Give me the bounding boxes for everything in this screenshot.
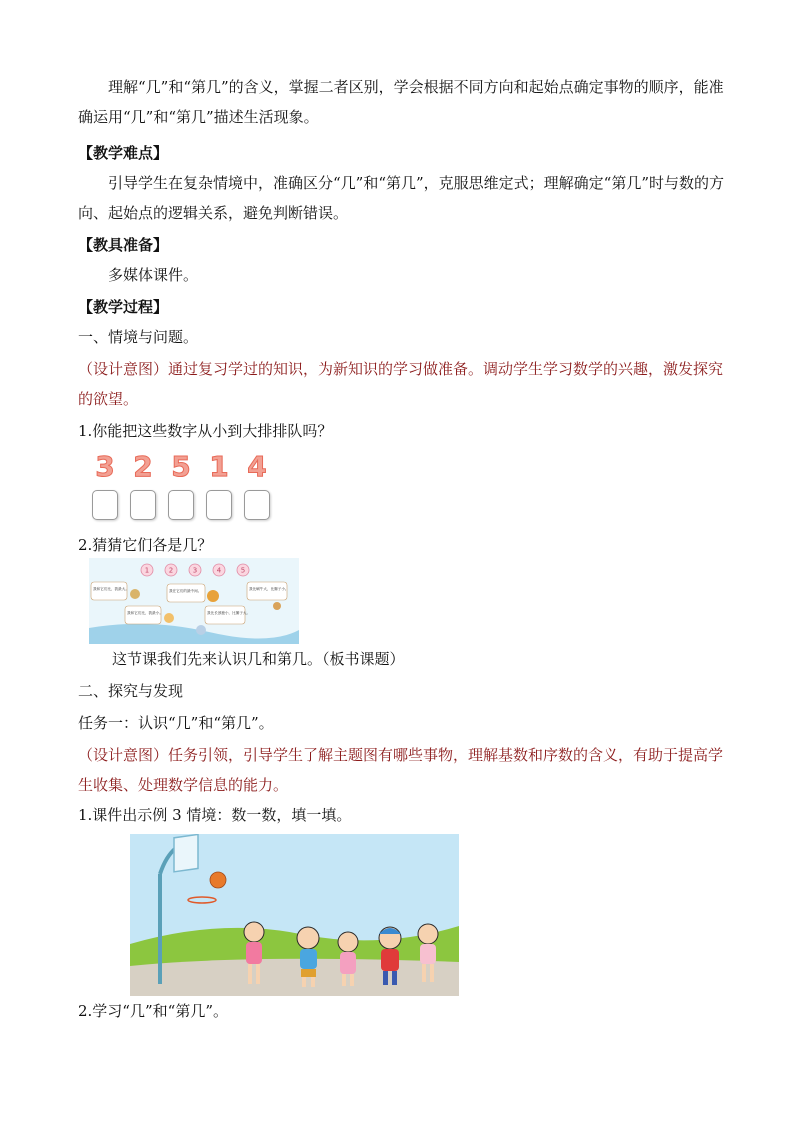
basketball-scene-image — [130, 834, 459, 996]
number-ball-label: 4 — [216, 566, 222, 575]
speech-bubble — [247, 582, 287, 600]
difficulty-heading: 【教学难点】 — [78, 144, 169, 162]
elephant-icon — [196, 625, 206, 635]
speech-bubble — [125, 606, 161, 624]
digit: 3 — [95, 450, 115, 483]
speech-bubble — [167, 584, 205, 602]
number-ball-label: 1 — [144, 566, 150, 575]
question-2: 2.猜猜它们各是几？ — [78, 536, 213, 554]
task1-title: 任务一：认识“几”和“第几”。 — [78, 714, 274, 732]
digit: 4 — [247, 450, 267, 483]
process-heading: 【教学过程】 — [78, 298, 169, 316]
section1-title: 一、情境与问题。 — [78, 328, 199, 346]
bubble-text: 我比蜗牛大，比狮子小。 — [249, 587, 289, 591]
guess-animals-image — [89, 558, 299, 644]
lion-icon — [164, 613, 174, 623]
step-1: 1.课件出示例 3 情境：数一数，填一填。 — [78, 806, 352, 824]
digit: 2 — [133, 450, 153, 483]
number-ball-label: 5 — [240, 566, 246, 575]
bubble-text: 我和它们比，我最小。 — [127, 611, 163, 615]
task1-intent: （设计意图）任务引领，引导学生了解主题图有哪些事物，理解基数和序数的含义，有助于提高学生收集、处理数学信息的能力。 — [78, 746, 724, 794]
number-ball-label: 2 — [168, 566, 174, 575]
bubble-text: 我比长颈鹿小，比狮子大。 — [207, 611, 251, 615]
answer-box[interactable] — [92, 490, 118, 520]
tools-heading: 【教具准备】 — [78, 236, 169, 254]
goal-paragraph: 理解“几”和“第几”的含义，掌握二者区别，学会根据不同方向和起始点确定事物的顺序，能准确运用“几”和“第几”描述生活现象。 — [78, 78, 724, 126]
question-1: 1.你能把这些数字从小到大排排队吗？ — [78, 422, 333, 440]
speech-bubble — [205, 606, 245, 624]
intro-line: 这节课我们先来认识几和第几。（板书课题） — [112, 650, 405, 668]
section1-intent: （设计意图）通过复习学过的知识，为新知识的学习做准备。调动学生学习数学的兴趣，激发探究的欲望。 — [78, 360, 724, 408]
tools-paragraph: 多媒体课件。 — [108, 266, 199, 284]
digit: 5 — [171, 450, 191, 483]
difficulty-paragraph: 引导学生在复杂情境中，准确区分“几”和“第几”，克服思维定式；理解确定“第几”时与数的方向、起始点的逻辑关系，避免判断错误。 — [78, 174, 725, 222]
answer-box[interactable] — [130, 490, 156, 520]
answer-box[interactable] — [206, 490, 232, 520]
answer-box[interactable] — [168, 490, 194, 520]
giraffe-icon — [130, 589, 140, 599]
court — [130, 959, 459, 996]
bubble-text: 我在它们的最中间。 — [169, 589, 202, 593]
basketball-icon — [210, 872, 226, 888]
step-2: 2.学习“几”和“第几”。 — [78, 1002, 228, 1020]
backboard — [174, 834, 198, 871]
lion-icon — [207, 590, 219, 602]
number-ball-label: 3 — [192, 566, 198, 575]
section2-title: 二、探究与发现 — [78, 682, 184, 700]
snail-icon — [273, 602, 281, 610]
bubble-text: 我和它们比，我最大。 — [93, 587, 129, 591]
answer-box[interactable] — [244, 490, 270, 520]
digit: 1 — [209, 450, 229, 483]
speech-bubble — [91, 582, 127, 600]
